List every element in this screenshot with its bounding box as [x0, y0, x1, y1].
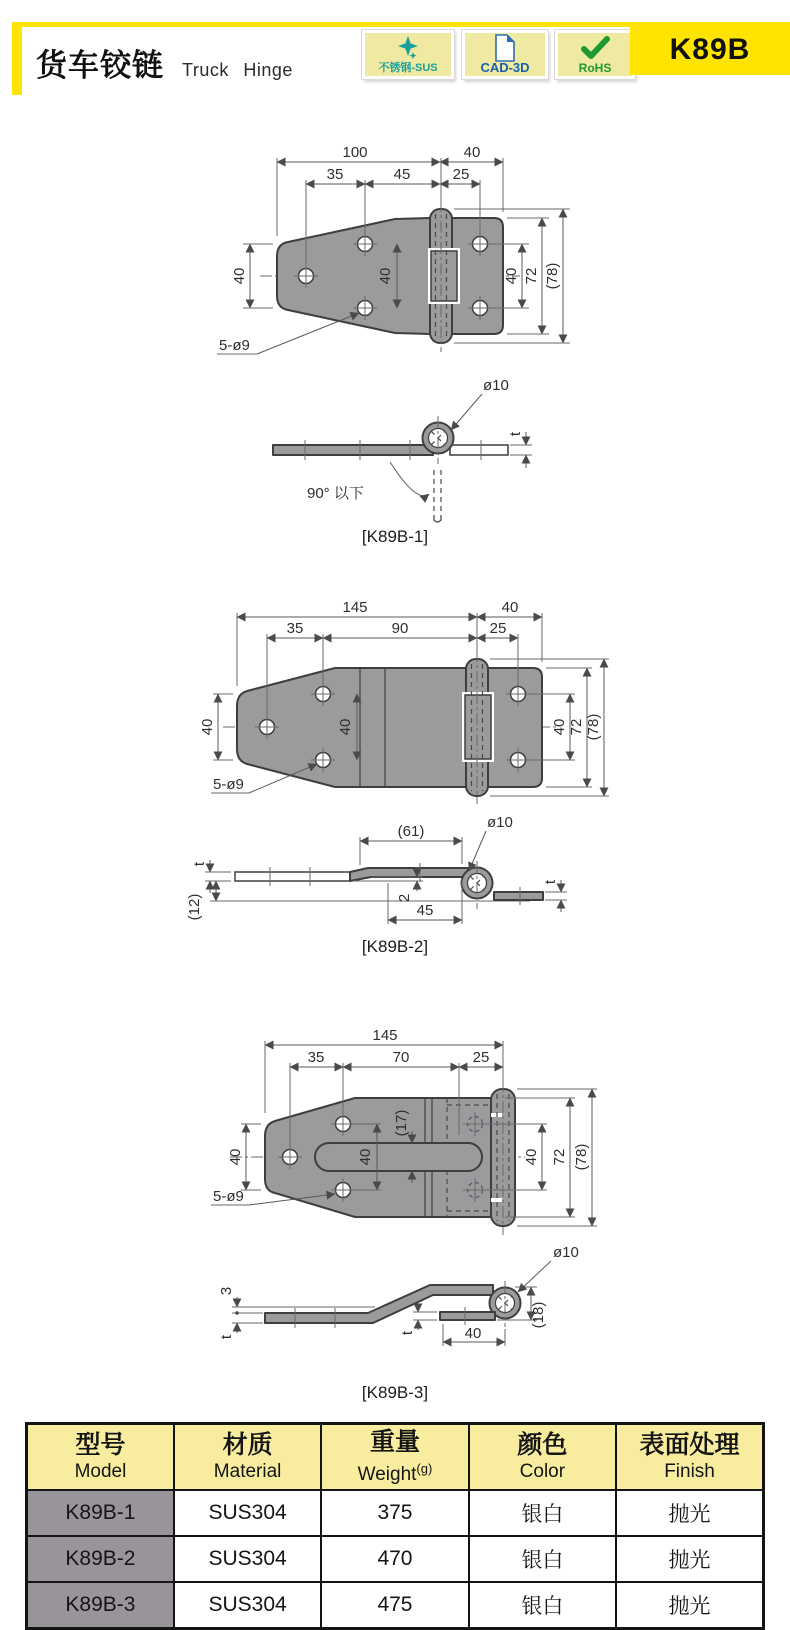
model-code-block	[630, 25, 790, 75]
checkmark-icon	[580, 33, 610, 62]
dim-t-left: t	[191, 861, 208, 867]
k89b-1-drawing	[185, 132, 605, 526]
cell-model: K89B-3	[27, 1582, 174, 1629]
dim-45: 45	[416, 902, 434, 919]
dim-slot-17: (17)	[393, 1109, 410, 1137]
dim-70: 70	[392, 1049, 410, 1066]
dim-40-top: 40	[501, 599, 519, 616]
dim-72: 72	[568, 718, 585, 736]
dim-145: 145	[372, 1027, 398, 1044]
cell-model: K89B-2	[27, 1536, 174, 1582]
badge-rohs[interactable]	[555, 30, 635, 79]
table-row	[27, 1490, 764, 1536]
cell-finish: 抛光	[616, 1490, 763, 1536]
dim-2: 2	[396, 893, 413, 903]
k89b-3-drawing	[185, 985, 615, 1360]
cell-model: K89B-1	[27, 1490, 174, 1536]
dim-25: 25	[452, 166, 470, 183]
cell-material: SUS304	[174, 1490, 321, 1536]
model-code: K89B	[669, 33, 751, 66]
label-holes: 5-ø9	[219, 337, 250, 354]
table-header-row	[27, 1424, 764, 1491]
dim-40-mid: 40	[357, 1148, 374, 1166]
weight-unit: (g)	[416, 1461, 433, 1476]
title-chinese: 货车铰链	[36, 48, 164, 83]
dim-thickness: t	[507, 431, 524, 437]
label-holes: 5-ø9	[213, 1188, 244, 1205]
spec-table	[25, 1422, 765, 1630]
dim-pin-dia: ø10	[553, 1244, 579, 1261]
dim-25: 25	[472, 1049, 490, 1066]
dim-78: (78)	[573, 1143, 590, 1171]
dim-40-right: 40	[523, 1148, 540, 1166]
k89b-2-plan-view	[199, 599, 609, 804]
cell-material: SUS304	[174, 1582, 321, 1629]
col-header-weight: 重量 Weight$^{(g)}$	[321, 1424, 468, 1491]
dim-78: (78)	[585, 713, 602, 741]
dim-40-mid: 40	[337, 718, 354, 736]
dim-25: 25	[489, 620, 507, 637]
badge-stainless-sus[interactable]	[362, 30, 454, 79]
table-row	[27, 1582, 764, 1629]
cell-color: 银白	[469, 1536, 616, 1582]
dim-40-bottom: 40	[464, 1325, 482, 1342]
dim-45: 45	[393, 166, 411, 183]
cell-weight: 475	[321, 1582, 468, 1629]
col-header-model: 型号 Model	[27, 1424, 174, 1491]
dim-t-right: t	[542, 879, 559, 885]
dim-18: (18)	[530, 1301, 547, 1329]
dim-145: 145	[342, 599, 368, 616]
figure-caption-k89b-1: [K89B-1]	[361, 527, 429, 546]
dim-35: 35	[286, 620, 304, 637]
document-icon	[493, 33, 517, 62]
badge-label: CAD-3D	[480, 60, 530, 75]
dim-t-mid: t	[399, 1330, 416, 1336]
dim-35: 35	[326, 166, 344, 183]
k89b-3-side-view	[218, 1244, 579, 1346]
badge-label: 不锈钢-SUS	[378, 62, 438, 74]
dim-40-mid: 40	[377, 267, 394, 285]
title-english: Truck Hinge	[182, 60, 293, 80]
dim-40-top: 40	[463, 144, 481, 161]
dim-pin-dia: ø10	[487, 814, 513, 831]
table-row	[27, 1536, 764, 1582]
dim-t-left: t	[218, 1334, 235, 1340]
k89b-1-side-view	[273, 377, 532, 522]
label-holes: 5-ø9	[213, 776, 244, 793]
dim-3: 3	[218, 1286, 235, 1296]
cell-finish: 抛光	[616, 1536, 763, 1582]
cell-finish: 抛光	[616, 1582, 763, 1629]
dim-35: 35	[307, 1049, 325, 1066]
cell-weight: 470	[321, 1536, 468, 1582]
dim-40-right: 40	[551, 718, 568, 736]
k89b-3-plan-view	[211, 1027, 597, 1235]
k89b-2-side-view	[186, 814, 567, 924]
figure-caption-k89b-3: [K89B-3]	[361, 1383, 429, 1402]
dim-40-left: 40	[231, 267, 248, 285]
dim-12: (12)	[186, 893, 203, 921]
dim-61: (61)	[397, 823, 425, 840]
badge-label: RoHS	[578, 61, 612, 75]
page-title	[36, 40, 293, 85]
dim-40-left: 40	[227, 1148, 244, 1166]
cell-color: 银白	[469, 1490, 616, 1536]
badge-cad-3d[interactable]	[462, 30, 548, 79]
cell-weight: 375	[321, 1490, 468, 1536]
col-header-finish: 表面处理 Finish	[616, 1424, 763, 1491]
dim-40-left: 40	[199, 718, 216, 736]
yellow-left-bar	[12, 27, 22, 95]
dim-40-right: 40	[503, 267, 520, 285]
k89b-1-plan-view	[217, 144, 570, 354]
sparkle-star-icon	[393, 33, 423, 62]
dim-100: 100	[342, 144, 368, 161]
angle-note: 90° 以下	[307, 485, 364, 502]
dim-72: 72	[523, 267, 540, 285]
col-header-color: 颜色 Color	[469, 1424, 616, 1491]
dim-78: (78)	[544, 262, 561, 290]
dim-72: 72	[551, 1148, 568, 1166]
dim-pin-dia: ø10	[483, 377, 509, 394]
col-header-material: 材质 Material	[174, 1424, 321, 1491]
k89b-2-drawing	[185, 575, 615, 935]
cell-material: SUS304	[174, 1536, 321, 1582]
cell-color: 银白	[469, 1582, 616, 1629]
dim-90: 90	[391, 620, 409, 637]
figure-caption-k89b-2: [K89B-2]	[361, 937, 429, 956]
